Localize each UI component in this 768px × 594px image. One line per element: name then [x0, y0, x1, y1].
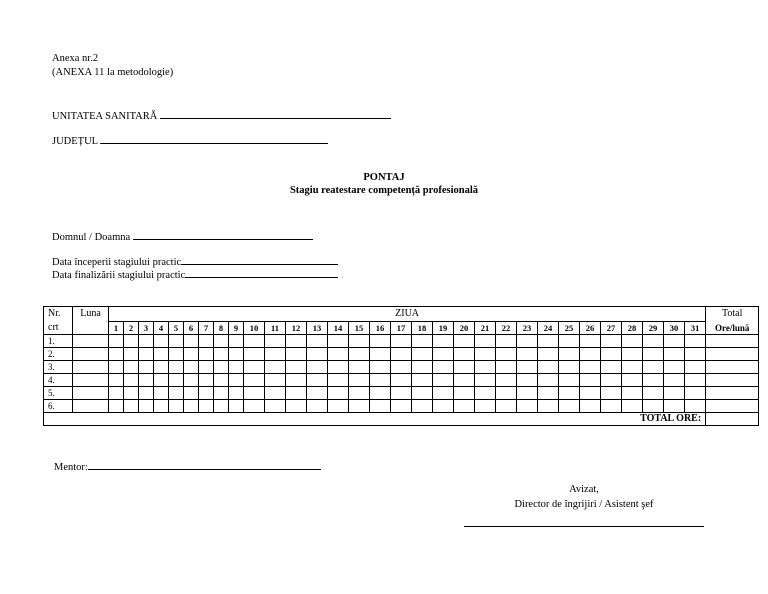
day-cell[interactable] [154, 361, 169, 374]
total-cell[interactable] [706, 361, 759, 374]
day-cell[interactable] [328, 348, 349, 361]
day-header-cell: 21 [475, 322, 496, 335]
unitatea-field [52, 108, 391, 122]
day-header-cell: 18 [412, 322, 433, 335]
day-header-cell: 5 [169, 322, 184, 335]
day-cell[interactable] [664, 348, 685, 361]
day-cell[interactable] [184, 361, 199, 374]
day-cell[interactable] [328, 335, 349, 348]
day-cell[interactable] [559, 387, 580, 400]
page-title: PONTAJ [363, 172, 405, 183]
day-cell[interactable] [517, 361, 538, 374]
day-cell[interactable] [580, 348, 601, 361]
day-header-cell: 27 [601, 322, 622, 335]
judetul-label: JUDEȚUL [52, 136, 98, 147]
mentor-label: Mentor: [54, 462, 88, 473]
luna-cell[interactable] [73, 400, 109, 413]
day-cell[interactable] [199, 335, 214, 348]
day-cell[interactable] [139, 387, 154, 400]
day-header-cell: 3 [139, 322, 154, 335]
day-cell[interactable] [517, 348, 538, 361]
day-cell[interactable] [139, 400, 154, 413]
day-header-cell: 30 [664, 322, 685, 335]
day-cell[interactable] [433, 361, 454, 374]
day-cell[interactable] [286, 348, 307, 361]
day-cell[interactable] [184, 400, 199, 413]
day-cell[interactable] [643, 400, 664, 413]
col-total-header-2: Ore/lună [706, 322, 759, 335]
day-cell[interactable] [328, 361, 349, 374]
day-cell[interactable] [286, 361, 307, 374]
table-row [44, 400, 759, 413]
day-cell[interactable] [412, 400, 433, 413]
day-cell[interactable] [214, 335, 229, 348]
director-label: Director de îngrijiri / Asistent şef [514, 499, 654, 510]
day-cell[interactable] [169, 400, 184, 413]
day-cell[interactable] [265, 361, 286, 374]
day-cell[interactable] [433, 348, 454, 361]
day-cell[interactable] [496, 361, 517, 374]
day-header-cell: 15 [349, 322, 370, 335]
luna-cell[interactable] [73, 335, 109, 348]
day-cell[interactable] [538, 335, 559, 348]
total-cell[interactable] [706, 335, 759, 348]
day-cell[interactable] [559, 361, 580, 374]
day-cell[interactable] [391, 400, 412, 413]
day-cell[interactable] [169, 374, 184, 387]
day-cell[interactable] [559, 348, 580, 361]
day-cell[interactable] [538, 374, 559, 387]
day-cell[interactable] [412, 361, 433, 374]
day-cell[interactable] [433, 387, 454, 400]
day-cell[interactable] [454, 387, 475, 400]
day-cell[interactable] [622, 374, 643, 387]
day-cell[interactable] [307, 361, 328, 374]
day-cell[interactable] [109, 348, 124, 361]
day-cell[interactable] [199, 400, 214, 413]
day-cell[interactable] [412, 335, 433, 348]
day-cell[interactable] [496, 348, 517, 361]
col-luna-header: Luna [73, 307, 109, 322]
day-cell[interactable] [685, 361, 706, 374]
row-number: 6. [44, 400, 73, 413]
day-cell[interactable] [184, 348, 199, 361]
data-inceperii-line [181, 254, 338, 265]
day-cell[interactable] [601, 387, 622, 400]
day-cell[interactable] [139, 374, 154, 387]
day-cell[interactable] [643, 387, 664, 400]
day-cell[interactable] [286, 335, 307, 348]
day-cell[interactable] [475, 361, 496, 374]
row-number: 2. [44, 348, 73, 361]
unitatea-line [160, 108, 391, 119]
row-number: 1. [44, 335, 73, 348]
day-header-cell: 23 [517, 322, 538, 335]
day-cell[interactable] [244, 348, 265, 361]
day-cell[interactable] [454, 400, 475, 413]
day-cell[interactable] [199, 387, 214, 400]
col-ziua-header: ZIUA [109, 307, 706, 322]
data-inceperii-field [52, 254, 338, 268]
day-cell[interactable] [475, 374, 496, 387]
day-cell[interactable] [475, 335, 496, 348]
mentor-field [54, 459, 321, 473]
day-cell[interactable] [370, 387, 391, 400]
day-cell[interactable] [622, 335, 643, 348]
day-cell[interactable] [124, 348, 139, 361]
day-cell[interactable] [454, 348, 475, 361]
day-cell[interactable] [622, 348, 643, 361]
col-luna-header-2 [73, 322, 109, 335]
day-cell[interactable] [538, 348, 559, 361]
luna-cell[interactable] [73, 348, 109, 361]
day-cell[interactable] [307, 335, 328, 348]
total-cell[interactable] [706, 400, 759, 413]
day-cell[interactable] [154, 400, 169, 413]
day-cell[interactable] [433, 400, 454, 413]
day-cell[interactable] [685, 348, 706, 361]
row-number: 3. [44, 361, 73, 374]
day-cell[interactable] [685, 400, 706, 413]
day-cell[interactable] [328, 387, 349, 400]
day-cell[interactable] [475, 348, 496, 361]
day-cell[interactable] [214, 361, 229, 374]
day-cell[interactable] [391, 361, 412, 374]
day-cell[interactable] [229, 400, 244, 413]
day-cell[interactable] [664, 387, 685, 400]
day-cell[interactable] [538, 400, 559, 413]
table-row [44, 361, 759, 374]
day-cell[interactable] [412, 374, 433, 387]
day-header-cell: 25 [559, 322, 580, 335]
day-cell[interactable] [328, 400, 349, 413]
day-cell[interactable] [517, 374, 538, 387]
day-cell[interactable] [559, 335, 580, 348]
day-cell[interactable] [214, 400, 229, 413]
day-cell[interactable] [307, 348, 328, 361]
day-cell[interactable] [643, 361, 664, 374]
day-cell[interactable] [454, 335, 475, 348]
row-number: 4. [44, 374, 73, 387]
day-header-cell: 12 [286, 322, 307, 335]
day-cell[interactable] [433, 374, 454, 387]
page-subtitle: Stagiu reatestare competență profesională [289, 185, 479, 196]
day-header-cell: 2 [124, 322, 139, 335]
day-cell[interactable] [214, 387, 229, 400]
day-header-cell: 26 [580, 322, 601, 335]
domnul-line [133, 229, 313, 240]
day-cell[interactable] [643, 348, 664, 361]
day-cell[interactable] [229, 374, 244, 387]
day-cell[interactable] [685, 335, 706, 348]
day-cell[interactable] [244, 400, 265, 413]
day-cell[interactable] [229, 335, 244, 348]
table-row [44, 387, 759, 400]
day-cell[interactable] [643, 374, 664, 387]
day-cell[interactable] [154, 335, 169, 348]
total-ore-value[interactable] [706, 413, 759, 426]
total-cell[interactable] [706, 348, 759, 361]
day-cell[interactable] [349, 387, 370, 400]
day-cell[interactable] [454, 361, 475, 374]
director-signature-line [464, 526, 704, 527]
table-row [44, 374, 759, 387]
day-cell[interactable] [244, 387, 265, 400]
day-cell[interactable] [496, 335, 517, 348]
domnul-label: Domnul / Doamna [52, 232, 131, 243]
day-cell[interactable] [265, 348, 286, 361]
day-cell[interactable] [244, 361, 265, 374]
unitatea-label: UNITATEA SANITARĂ [52, 111, 158, 122]
day-cell[interactable] [391, 387, 412, 400]
day-cell[interactable] [124, 387, 139, 400]
day-cell[interactable] [169, 361, 184, 374]
day-header-cell: 11 [265, 322, 286, 335]
day-cell[interactable] [391, 374, 412, 387]
col-total-header: Total [706, 307, 759, 322]
col-nr-header: Nr. [44, 307, 73, 322]
day-header-cell: 8 [214, 322, 229, 335]
day-cell[interactable] [154, 387, 169, 400]
day-cell[interactable] [109, 387, 124, 400]
day-cell[interactable] [601, 348, 622, 361]
day-cell[interactable] [349, 348, 370, 361]
day-cell[interactable] [391, 348, 412, 361]
day-cell[interactable] [124, 400, 139, 413]
day-cell[interactable] [199, 374, 214, 387]
day-header-cell: 13 [307, 322, 328, 335]
day-header-cell: 16 [370, 322, 391, 335]
day-header-cell: 14 [328, 322, 349, 335]
day-cell[interactable] [139, 348, 154, 361]
day-cell[interactable] [580, 335, 601, 348]
table-header-row-1 [44, 307, 759, 322]
mentor-line [88, 459, 321, 470]
total-ore-label: TOTAL ORE: [44, 413, 706, 426]
day-cell[interactable] [580, 387, 601, 400]
day-cell[interactable] [580, 400, 601, 413]
day-cell[interactable] [184, 374, 199, 387]
judetul-line [100, 133, 328, 144]
day-cell[interactable] [370, 335, 391, 348]
day-cell[interactable] [580, 361, 601, 374]
day-header-cell: 9 [229, 322, 244, 335]
day-cell[interactable] [244, 374, 265, 387]
pontaj-table [43, 306, 759, 426]
day-cell[interactable] [664, 374, 685, 387]
day-header-cell: 28 [622, 322, 643, 335]
day-cell[interactable] [199, 348, 214, 361]
day-cell[interactable] [559, 400, 580, 413]
pontaj-table-body [44, 307, 759, 426]
day-cell[interactable] [370, 400, 391, 413]
data-finalizarii-line [185, 267, 338, 278]
day-cell[interactable] [601, 361, 622, 374]
day-header-cell: 22 [496, 322, 517, 335]
day-cell[interactable] [664, 335, 685, 348]
day-cell[interactable] [109, 400, 124, 413]
day-cell[interactable] [664, 400, 685, 413]
day-cell[interactable] [517, 400, 538, 413]
day-cell[interactable] [601, 400, 622, 413]
total-ore-row [44, 413, 759, 426]
day-cell[interactable] [265, 400, 286, 413]
day-cell[interactable] [517, 335, 538, 348]
day-cell[interactable] [601, 374, 622, 387]
day-cell[interactable] [109, 374, 124, 387]
avizat-label: Avizat, [569, 484, 599, 495]
day-cell[interactable] [370, 361, 391, 374]
day-cell[interactable] [349, 335, 370, 348]
day-cell[interactable] [169, 335, 184, 348]
day-cell[interactable] [307, 387, 328, 400]
day-cell[interactable] [265, 374, 286, 387]
day-header-cell: 10 [244, 322, 265, 335]
day-header-cell: 24 [538, 322, 559, 335]
day-cell[interactable] [622, 387, 643, 400]
day-header-cell: 1 [109, 322, 124, 335]
day-cell[interactable] [517, 387, 538, 400]
day-cell[interactable] [475, 387, 496, 400]
day-cell[interactable] [244, 335, 265, 348]
day-cell[interactable] [139, 361, 154, 374]
day-cell[interactable] [412, 387, 433, 400]
day-header-cell: 31 [685, 322, 706, 335]
day-cell[interactable] [454, 374, 475, 387]
total-cell[interactable] [706, 374, 759, 387]
day-cell[interactable] [496, 387, 517, 400]
day-cell[interactable] [286, 387, 307, 400]
col-nr-header-2: crt [44, 322, 73, 335]
day-cell[interactable] [214, 348, 229, 361]
day-cell[interactable] [370, 348, 391, 361]
day-cell[interactable] [559, 374, 580, 387]
day-cell[interactable] [229, 348, 244, 361]
day-cell[interactable] [265, 335, 286, 348]
table-row [44, 348, 759, 361]
day-cell[interactable] [124, 374, 139, 387]
day-cell[interactable] [229, 361, 244, 374]
day-cell[interactable] [496, 374, 517, 387]
data-finalizarii-field [52, 267, 338, 281]
day-cell[interactable] [154, 374, 169, 387]
annex-number: Anexa nr.2 [52, 53, 99, 64]
day-cell[interactable] [184, 387, 199, 400]
day-header-cell: 17 [391, 322, 412, 335]
day-cell[interactable] [139, 335, 154, 348]
day-cell[interactable] [199, 361, 214, 374]
day-cell[interactable] [154, 348, 169, 361]
day-cell[interactable] [664, 361, 685, 374]
day-header-cell: 4 [154, 322, 169, 335]
judetul-field [52, 133, 328, 147]
day-cell[interactable] [229, 387, 244, 400]
day-cell[interactable] [328, 374, 349, 387]
day-header-cell: 6 [184, 322, 199, 335]
day-cell[interactable] [124, 335, 139, 348]
day-cell[interactable] [184, 335, 199, 348]
day-cell[interactable] [349, 374, 370, 387]
day-cell[interactable] [412, 348, 433, 361]
data-inceperii-label: Data începerii stagiului practic [52, 257, 182, 268]
day-cell[interactable] [286, 400, 307, 413]
day-header-cell: 7 [199, 322, 214, 335]
day-cell[interactable] [265, 387, 286, 400]
day-cell[interactable] [391, 335, 412, 348]
day-cell[interactable] [169, 387, 184, 400]
day-cell[interactable] [109, 361, 124, 374]
day-cell[interactable] [124, 361, 139, 374]
day-cell[interactable] [685, 387, 706, 400]
day-cell[interactable] [538, 387, 559, 400]
day-cell[interactable] [286, 374, 307, 387]
day-cell[interactable] [601, 335, 622, 348]
luna-cell[interactable] [73, 387, 109, 400]
day-cell[interactable] [307, 400, 328, 413]
day-header-cell: 29 [643, 322, 664, 335]
day-cell[interactable] [307, 374, 328, 387]
day-cell[interactable] [214, 374, 229, 387]
day-cell[interactable] [169, 348, 184, 361]
day-cell[interactable] [643, 335, 664, 348]
total-cell[interactable] [706, 387, 759, 400]
domnul-field [52, 229, 313, 243]
table-row [44, 335, 759, 348]
day-cell[interactable] [496, 400, 517, 413]
day-cell[interactable] [349, 400, 370, 413]
day-cell[interactable] [622, 361, 643, 374]
day-cell[interactable] [622, 400, 643, 413]
data-finalizarii-label: Data finalizării stagiului practic [52, 270, 186, 281]
day-header-cell: 19 [433, 322, 454, 335]
annex-subtitle: (ANEXA 11 la metodologie) [52, 67, 174, 78]
luna-cell[interactable] [73, 374, 109, 387]
luna-cell[interactable] [73, 361, 109, 374]
day-cell[interactable] [433, 335, 454, 348]
day-cell[interactable] [109, 335, 124, 348]
day-cell[interactable] [370, 374, 391, 387]
row-number: 5. [44, 387, 73, 400]
day-cell[interactable] [349, 361, 370, 374]
day-cell[interactable] [538, 361, 559, 374]
day-cell[interactable] [475, 400, 496, 413]
table-header-row-2 [44, 322, 759, 335]
day-cell[interactable] [580, 374, 601, 387]
day-cell[interactable] [685, 374, 706, 387]
day-header-cell: 20 [454, 322, 475, 335]
